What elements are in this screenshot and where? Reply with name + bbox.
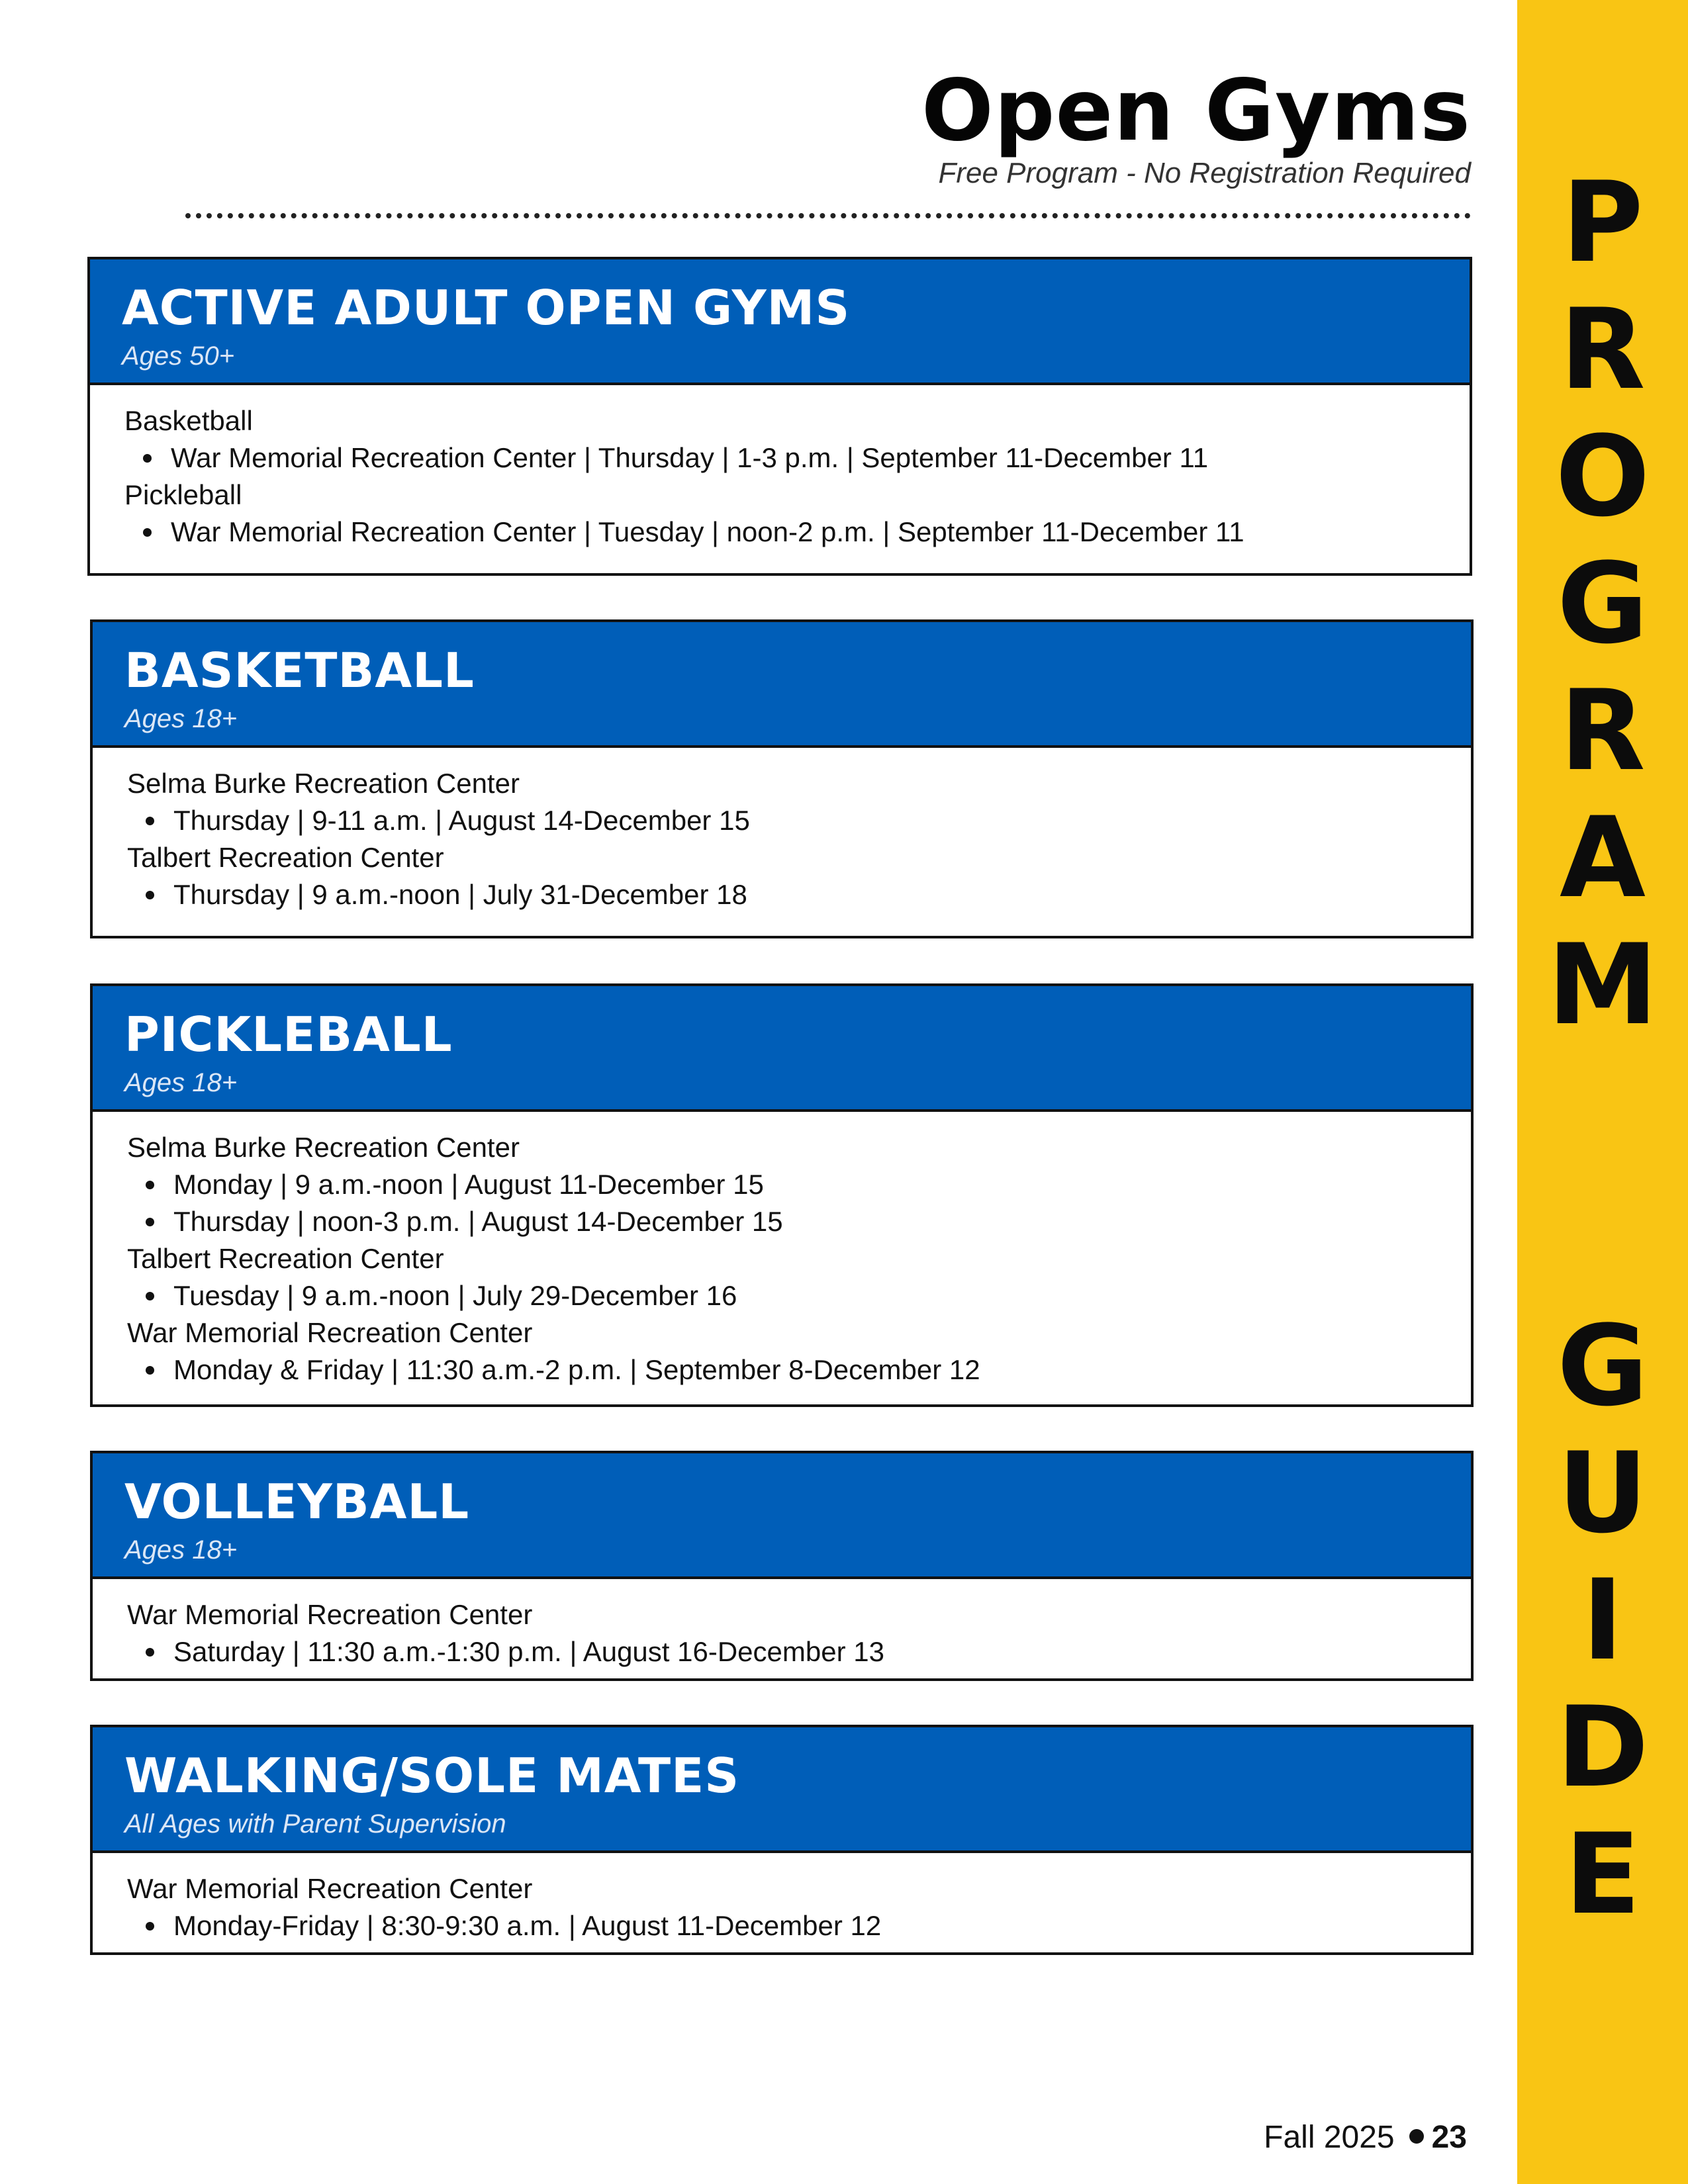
program-ages: All Ages with Parent Supervision [124, 1809, 506, 1839]
program-title: WALKING/SOLE MATES [124, 1748, 740, 1803]
program-header [93, 1727, 1471, 1853]
schedule-item [127, 1907, 1471, 1944]
side-banner-letter: E [1564, 1809, 1641, 1939]
side-banner-letter: A [1559, 793, 1646, 923]
schedule-text: War Memorial Recreation Center [127, 1317, 533, 1348]
program-section [90, 1451, 1474, 1681]
schedule-text: Basketball [124, 405, 253, 436]
schedule-text: War Memorial Recreation Center [127, 1599, 533, 1630]
program-section [90, 619, 1474, 938]
side-banner-letter: O [1555, 412, 1650, 541]
schedule-item [124, 439, 1470, 477]
program-title: ACTIVE ADULT OPEN GYMS [122, 280, 851, 336]
schedule-text: War Memorial Recreation Center | Tuesday | noon-2 p.m. | September 11-December 11 [171, 516, 1244, 547]
program-ages: Ages 18+ [124, 1535, 238, 1565]
program-title: BASKETBALL [124, 643, 475, 698]
footer-season: Fall 2025 [1264, 2120, 1395, 2155]
bullet-icon [146, 1922, 154, 1931]
page-subtitle: Free Program - No Registration Required [938, 157, 1471, 189]
schedule-text: Thursday | 9-11 a.m. | August 14-December 15 [173, 805, 750, 836]
bullet-icon [143, 528, 152, 537]
program-section [90, 983, 1474, 1407]
schedule-text: Talbert Recreation Center [127, 842, 444, 873]
schedule-text: Pickleball [124, 479, 242, 510]
location-heading [127, 1870, 1471, 1907]
program-schedule [93, 1579, 1471, 1670]
bullet-icon [146, 891, 154, 899]
program-header [90, 259, 1470, 385]
schedule-text: Monday-Friday | 8:30-9:30 a.m. | August 11-December 12 [173, 1910, 882, 1941]
side-banner [1517, 0, 1688, 2184]
side-banner-letter: R [1560, 666, 1646, 796]
schedule-text: Monday | 9 a.m.-noon | August 11-December 15 [173, 1169, 764, 1200]
schedule-text: War Memorial Recreation Center | Thursday | 1-3 p.m. | September 11-December 11 [171, 442, 1209, 473]
side-banner-letter: P [1562, 158, 1644, 287]
bullet-icon [146, 1648, 154, 1657]
side-banner-letter: I [1581, 1555, 1624, 1685]
bullet-icon [146, 817, 154, 825]
schedule-text: Talbert Recreation Center [127, 1243, 444, 1274]
program-header [93, 622, 1471, 748]
location-heading [127, 765, 1471, 802]
schedule-item [127, 876, 1471, 913]
program-schedule [93, 1853, 1471, 1944]
schedule-text: Selma Burke Recreation Center [127, 1132, 520, 1163]
program-header [93, 986, 1471, 1112]
schedule-item [127, 1277, 1471, 1314]
location-heading [127, 1129, 1471, 1166]
side-banner-text [1517, 159, 1688, 1938]
schedule-text: Selma Burke Recreation Center [127, 768, 520, 799]
program-section [87, 257, 1472, 576]
schedule-item [127, 1633, 1471, 1670]
page-title: Open Gyms [921, 62, 1471, 160]
program-header [93, 1453, 1471, 1579]
page-number: 23 [1431, 2120, 1467, 2155]
bullet-icon [146, 1218, 154, 1226]
schedule-text: Monday & Friday | 11:30 a.m.-2 p.m. | September 8-December 12 [173, 1354, 980, 1385]
schedule-item [127, 1351, 1471, 1388]
schedule-item [127, 1166, 1471, 1203]
program-section [90, 1725, 1474, 1955]
side-banner-letter: R [1560, 285, 1646, 414]
program-ages: Ages 18+ [124, 1068, 238, 1097]
location-heading [124, 402, 1470, 439]
schedule-text: Tuesday | 9 a.m.-noon | July 29-December 16 [173, 1280, 737, 1311]
program-title: VOLLEYBALL [124, 1474, 470, 1529]
bullet-icon [146, 1366, 154, 1375]
schedule-item [127, 1203, 1471, 1240]
bullet-icon [146, 1292, 154, 1300]
side-banner-letter: M [1547, 920, 1658, 1050]
location-heading [127, 839, 1471, 876]
side-banner-letter: D [1556, 1682, 1649, 1812]
schedule-item [127, 802, 1471, 839]
program-schedule [93, 1112, 1471, 1388]
schedule-text: Thursday | 9 a.m.-noon | July 31-December 18 [173, 879, 747, 910]
bullet-icon [143, 454, 152, 463]
side-banner-letter: U [1557, 1428, 1648, 1558]
schedule-text: War Memorial Recreation Center [127, 1873, 533, 1904]
program-ages: Ages 50+ [122, 341, 235, 371]
schedule-text: Saturday | 11:30 a.m.-1:30 p.m. | August 16-December 13 [173, 1636, 884, 1667]
side-banner-letter: G [1557, 1301, 1648, 1431]
side-banner-letter: G [1557, 539, 1648, 668]
schedule-item [124, 514, 1470, 551]
program-ages: Ages 18+ [124, 704, 238, 733]
location-heading [127, 1314, 1471, 1351]
location-heading [124, 477, 1470, 514]
schedule-text: Thursday | noon-3 p.m. | August 14-December 15 [173, 1206, 783, 1237]
bullet-icon [146, 1181, 154, 1189]
header-divider [185, 213, 1471, 218]
footer-bullet-icon [1409, 2129, 1424, 2144]
location-heading [127, 1596, 1471, 1633]
location-heading [127, 1240, 1471, 1277]
program-schedule [90, 385, 1470, 551]
program-schedule [93, 748, 1471, 913]
page-footer [1264, 2118, 1467, 2158]
program-title: PICKLEBALL [124, 1007, 453, 1062]
